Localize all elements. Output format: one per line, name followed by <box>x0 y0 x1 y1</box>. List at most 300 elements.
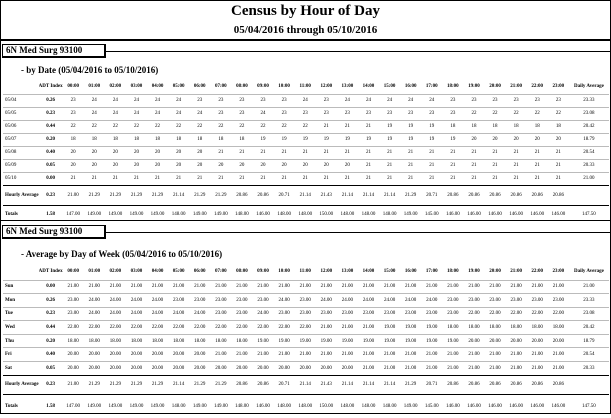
hour-cell: 20.86 <box>463 185 484 205</box>
hour-cell: 23 <box>274 107 295 120</box>
hour-cell: 24 <box>105 94 126 107</box>
hour-cell: 149.00 <box>126 394 147 418</box>
hour-cell: 18 <box>126 133 147 146</box>
hour-header: 13:00 <box>341 269 354 275</box>
hour-cell: 22.00 <box>484 307 505 321</box>
adt-index-cell: 0.05 <box>39 159 63 172</box>
hour-cell: 21 <box>421 172 442 185</box>
adt-index-header: ADT Index <box>38 83 63 89</box>
hour-cell: 146.00 <box>442 394 463 418</box>
hour-cell: 21.00 <box>63 185 84 205</box>
hour-cell: 24 <box>126 107 147 120</box>
hour-cell: 23.00 <box>63 307 84 321</box>
hour-cell: 18 <box>231 133 252 146</box>
row-label: Hourly Average <box>3 375 39 394</box>
row-label: Sat <box>3 362 39 376</box>
hour-header: 11:00 <box>299 269 311 275</box>
hour-cell: 23.00 <box>463 294 484 308</box>
adt-index-cell: 0.40 <box>39 348 63 362</box>
hour-cell: 23 <box>358 107 379 120</box>
hour-cell: 21.00 <box>506 348 527 362</box>
hour-cell: 21 <box>105 172 126 185</box>
daily-average-cell: 23.33 <box>569 94 609 107</box>
hour-cell: 147.00 <box>63 394 84 418</box>
row-label: Fri <box>3 348 39 362</box>
hour-cell: 21.00 <box>379 280 400 294</box>
hour-cell: 20 <box>147 146 168 159</box>
daily-average-cell: 23.08 <box>569 307 609 321</box>
hourly-average-row <box>3 375 609 394</box>
hour-cell: 18.00 <box>63 334 84 348</box>
hour-cell: 18.00 <box>548 321 569 335</box>
hour-cell: 20.00 <box>337 362 358 376</box>
hour-cell: 23.00 <box>442 307 463 321</box>
hour-cell: 24 <box>337 94 358 107</box>
hour-cell: 18 <box>210 133 231 146</box>
hour-cell: 23 <box>421 107 442 120</box>
hour-cell: 20.86 <box>484 375 505 394</box>
table-row <box>3 172 609 185</box>
hour-cell: 21 <box>463 146 484 159</box>
hour-cell: 20 <box>252 159 273 172</box>
hour-cell: 20.00 <box>147 348 168 362</box>
hour-cell: 21 <box>379 159 400 172</box>
hour-cell: 21 <box>527 146 548 159</box>
hour-cell: 22.00 <box>126 321 147 335</box>
hour-cell: 20 <box>506 133 527 146</box>
hour-cell: 21.00 <box>252 280 273 294</box>
hour-cell: 23 <box>463 94 484 107</box>
hour-cell: 21.00 <box>548 280 569 294</box>
hour-cell: 20 <box>147 159 168 172</box>
hour-cell: 148.00 <box>358 205 379 223</box>
hour-cell: 146.00 <box>506 394 527 418</box>
row-label: Totals <box>3 205 39 223</box>
hour-cell: 22 <box>168 120 189 133</box>
daily-average-cell: 20.54 <box>569 146 609 159</box>
hour-cell: 146.00 <box>484 394 505 418</box>
hour-header: 16:00 <box>404 83 417 89</box>
hour-cell: 21.00 <box>358 280 379 294</box>
hour-cell: 22 <box>274 120 295 133</box>
hour-header: 00:00 <box>67 269 79 275</box>
hour-cell: 20.00 <box>63 362 84 376</box>
hour-cell: 22.00 <box>168 321 189 335</box>
hour-header: 05:00 <box>172 83 185 89</box>
hour-header: 13:00 <box>341 83 354 89</box>
hour-cell: 19 <box>295 133 316 146</box>
hour-cell: 21.43 <box>316 185 337 205</box>
hour-cell: 22.00 <box>189 321 210 335</box>
hour-cell: 21.00 <box>210 280 231 294</box>
hour-cell: 21 <box>231 172 252 185</box>
hour-cell: 21 <box>379 172 400 185</box>
hour-cell: 23 <box>316 107 337 120</box>
hour-cell: 21.00 <box>548 362 569 376</box>
table-row <box>3 94 609 107</box>
hour-cell: 21 <box>358 146 379 159</box>
hour-header: 18:00 <box>447 83 459 89</box>
row-label: 05/08 <box>3 146 39 159</box>
hour-cell: 24 <box>168 107 189 120</box>
hour-cell: 150.00 <box>316 205 337 223</box>
hour-header: 07:00 <box>214 269 227 275</box>
hour-cell: 18 <box>168 133 189 146</box>
hour-cell: 21 <box>463 172 484 185</box>
section-label: - by Date (05/04/2016 to 05/10/2016) <box>21 65 159 75</box>
hour-cell: 18 <box>105 133 126 146</box>
hour-cell: 21.00 <box>421 280 442 294</box>
hour-cell: 21.00 <box>358 321 379 335</box>
hour-cell: 146.00 <box>442 205 463 223</box>
hour-cell: 24 <box>421 94 442 107</box>
adt-index-header: ADT Index <box>38 269 63 275</box>
hour-cell: 21.14 <box>295 375 316 394</box>
hour-cell: 24 <box>400 94 421 107</box>
hour-cell: 21.00 <box>63 375 84 394</box>
hour-cell: 20.00 <box>231 362 252 376</box>
hour-cell: 20 <box>295 159 316 172</box>
hour-cell: 21.29 <box>84 185 105 205</box>
hour-cell: 21.14 <box>168 375 189 394</box>
hour-cell: 21.00 <box>274 280 295 294</box>
hour-cell: 21 <box>337 120 358 133</box>
hour-cell: 21 <box>442 146 463 159</box>
hour-cell: 20.86 <box>442 185 463 205</box>
hour-cell: 24 <box>147 107 168 120</box>
hour-cell: 22.00 <box>527 307 548 321</box>
hour-header: 01:00 <box>88 83 101 89</box>
hour-cell: 20.71 <box>274 185 295 205</box>
hour-cell: 146.00 <box>506 205 527 223</box>
hour-cell: 146.00 <box>548 205 569 223</box>
hour-cell: 20 <box>105 146 126 159</box>
hour-cell: 24.00 <box>105 307 126 321</box>
hour-cell: 20 <box>189 159 210 172</box>
hour-cell: 21 <box>295 172 316 185</box>
hour-cell: 23 <box>484 94 505 107</box>
hour-cell: 20 <box>337 159 358 172</box>
hour-cell: 23.00 <box>316 307 337 321</box>
hour-cell: 148.00 <box>337 205 358 223</box>
hour-cell: 19.00 <box>379 334 400 348</box>
header-row <box>3 264 609 280</box>
daily-average-cell: 23.33 <box>569 294 609 308</box>
hour-header: 22:00 <box>531 83 544 89</box>
hour-cell: 23 <box>274 94 295 107</box>
hour-cell: 20 <box>168 159 189 172</box>
hour-cell: 23 <box>210 94 231 107</box>
hour-cell: 149.00 <box>147 394 168 418</box>
daily-average-cell: 20.42 <box>569 120 609 133</box>
hour-cell: 21 <box>274 146 295 159</box>
hour-cell: 23.00 <box>63 294 84 308</box>
hour-cell: 19 <box>379 133 400 146</box>
hour-cell: 22 <box>527 107 548 120</box>
hour-cell: 20.00 <box>189 348 210 362</box>
hour-cell: 18.00 <box>168 334 189 348</box>
hour-cell: 18.00 <box>147 334 168 348</box>
hour-cell: 24 <box>379 94 400 107</box>
hour-cell: 19.00 <box>442 334 463 348</box>
hour-cell: 23 <box>337 107 358 120</box>
hour-header: 07:00 <box>214 83 227 89</box>
hour-cell: 22 <box>84 120 105 133</box>
hour-cell: 24 <box>84 107 105 120</box>
hour-header: 09:00 <box>257 269 269 275</box>
hour-cell: 21 <box>189 172 210 185</box>
adt-index-cell: 0.26 <box>39 94 63 107</box>
hour-cell: 23 <box>295 107 316 120</box>
hour-cell: 23 <box>63 107 84 120</box>
daily-average-header: Daily Average <box>574 269 604 275</box>
hour-cell: 23.00 <box>506 294 527 308</box>
hour-cell: 18 <box>463 120 484 133</box>
hour-header: 23:00 <box>552 269 565 275</box>
hour-cell: 22 <box>231 120 252 133</box>
hour-cell: 24.00 <box>274 294 295 308</box>
hour-cell: 146.00 <box>527 205 548 223</box>
hour-cell: 148.00 <box>379 394 400 418</box>
hour-cell: 22.00 <box>210 321 231 335</box>
hour-cell: 21.00 <box>463 348 484 362</box>
hour-cell: 20.00 <box>316 362 337 376</box>
hour-cell: 20.00 <box>168 348 189 362</box>
hour-cell: 20 <box>126 159 147 172</box>
hour-cell: 24.00 <box>168 307 189 321</box>
hour-cell: 148.00 <box>295 205 316 223</box>
hour-cell: 19.00 <box>252 334 273 348</box>
hour-cell: 19 <box>316 133 337 146</box>
hour-cell: 22.00 <box>274 321 295 335</box>
hour-cell: 21.00 <box>379 362 400 376</box>
hour-cell: 18.00 <box>189 334 210 348</box>
hour-cell: 21 <box>421 146 442 159</box>
hour-cell: 20 <box>231 159 252 172</box>
hour-cell: 22 <box>252 120 273 133</box>
hour-cell: 148.00 <box>295 394 316 418</box>
hour-cell: 24.00 <box>147 294 168 308</box>
hour-cell: 23 <box>442 94 463 107</box>
unit-header: 6N Med Surg 93100 <box>2 44 106 58</box>
hour-cell: 22 <box>484 107 505 120</box>
hour-cell: 21 <box>379 146 400 159</box>
row-label: Sun <box>3 280 39 294</box>
hour-cell: 21.00 <box>484 348 505 362</box>
adt-index-cell: 1.58 <box>39 205 63 223</box>
hour-cell: 23.00 <box>210 307 231 321</box>
hour-cell: 20 <box>126 146 147 159</box>
hour-cell: 21.00 <box>506 362 527 376</box>
hour-cell: 19 <box>274 133 295 146</box>
adt-index-cell: 0.00 <box>39 280 63 294</box>
daily-average-cell: 20.42 <box>569 321 609 335</box>
hour-header: 21:00 <box>510 83 522 89</box>
hour-cell: 148.00 <box>358 394 379 418</box>
hour-cell: 23.00 <box>442 294 463 308</box>
table-row <box>3 294 609 308</box>
hour-cell: 149.00 <box>189 205 210 223</box>
daily-average-cell: 21.00 <box>569 280 609 294</box>
hour-cell: 21.29 <box>189 185 210 205</box>
hour-cell: 149.00 <box>84 205 105 223</box>
hour-cell: 21.00 <box>400 362 421 376</box>
hour-cell: 22.00 <box>84 321 105 335</box>
hour-cell: 20.71 <box>274 375 295 394</box>
hour-cell: 21 <box>252 146 273 159</box>
hour-cell: 23 <box>210 107 231 120</box>
hour-cell: 19 <box>252 133 273 146</box>
hour-header: 15:00 <box>383 269 396 275</box>
hour-cell: 20.86 <box>231 375 252 394</box>
hour-cell: 23.00 <box>379 307 400 321</box>
hour-cell: 24.00 <box>316 294 337 308</box>
daily-average-cell: 20.33 <box>569 362 609 376</box>
hour-cell: 149.00 <box>210 394 231 418</box>
hour-cell: 21.00 <box>379 348 400 362</box>
hour-cell: 19.00 <box>316 334 337 348</box>
hour-cell: 21.29 <box>105 185 126 205</box>
adt-index-cell: 0.05 <box>39 362 63 376</box>
hour-cell: 23 <box>442 107 463 120</box>
hour-cell: 22 <box>506 107 527 120</box>
hour-cell: 21.14 <box>168 185 189 205</box>
hour-cell: 24.00 <box>126 307 147 321</box>
row-label: 05/07 <box>3 133 39 146</box>
hour-cell: 21.43 <box>316 375 337 394</box>
hour-header: 15:00 <box>383 83 396 89</box>
hour-cell: 21.00 <box>189 280 210 294</box>
hour-cell: 21.00 <box>105 280 126 294</box>
hour-cell: 147.00 <box>63 205 84 223</box>
hour-cell: 21.00 <box>84 280 105 294</box>
hour-cell: 24.00 <box>84 294 105 308</box>
hour-cell: 21.00 <box>484 280 505 294</box>
header-row <box>3 79 609 94</box>
hour-cell: 21 <box>506 172 527 185</box>
hour-cell: 21.00 <box>316 280 337 294</box>
census-by-date-table <box>3 79 609 223</box>
hour-cell: 21 <box>442 172 463 185</box>
hour-cell: 21.29 <box>189 375 210 394</box>
table-row <box>3 159 609 172</box>
hour-cell: 21 <box>274 172 295 185</box>
hour-cell: 146.00 <box>463 394 484 418</box>
row-label: Tue <box>3 307 39 321</box>
daily-average-cell: 21.00 <box>569 172 609 185</box>
hour-cell: 22 <box>548 107 569 120</box>
daily-average-cell: 147.50 <box>569 394 609 418</box>
hour-cell: 21.29 <box>210 185 231 205</box>
hour-cell: 146.00 <box>252 394 273 418</box>
hour-cell: 24.00 <box>189 307 210 321</box>
hour-header: 17:00 <box>425 269 438 275</box>
hour-cell: 21.00 <box>527 280 548 294</box>
hour-cell: 23 <box>400 107 421 120</box>
hour-cell: 23.00 <box>210 294 231 308</box>
hour-cell: 18 <box>84 133 105 146</box>
hour-cell: 21 <box>484 172 505 185</box>
hour-cell: 21 <box>548 146 569 159</box>
daily-average-cell: 147.50 <box>569 205 609 223</box>
hour-cell: 20 <box>63 159 84 172</box>
hour-cell: 21 <box>210 146 231 159</box>
hour-cell: 24.00 <box>126 294 147 308</box>
hour-cell: 23 <box>527 94 548 107</box>
hour-cell: 20 <box>105 159 126 172</box>
table-row <box>3 321 609 335</box>
row-label: 05/09 <box>3 159 39 172</box>
hour-cell: 19.00 <box>421 334 442 348</box>
hour-cell: 20.00 <box>463 334 484 348</box>
hour-header: 09:00 <box>257 83 269 89</box>
hour-cell: 146.00 <box>252 205 273 223</box>
hour-cell: 20.86 <box>231 185 252 205</box>
daily-average-cell: 20.33 <box>569 159 609 172</box>
hour-cell: 24 <box>84 94 105 107</box>
hour-cell: 20.00 <box>506 334 527 348</box>
hour-cell: 21.29 <box>210 375 231 394</box>
hour-header: 00:00 <box>67 83 79 89</box>
hour-cell: 19 <box>421 120 442 133</box>
adt-index-cell: 0.44 <box>39 120 63 133</box>
hour-cell: 21.14 <box>358 185 379 205</box>
header-rule <box>1 39 610 41</box>
hour-cell: 23 <box>548 94 569 107</box>
hour-cell: 20.00 <box>126 362 147 376</box>
hour-cell: 21.00 <box>210 348 231 362</box>
hour-cell: 21.00 <box>506 280 527 294</box>
row-label-header <box>3 79 39 94</box>
row-label: 05/10 <box>3 172 39 185</box>
hour-cell: 149.00 <box>105 205 126 223</box>
hour-cell: 21.00 <box>527 362 548 376</box>
hour-cell: 21.00 <box>400 280 421 294</box>
hour-cell: 21.29 <box>126 375 147 394</box>
row-label: 05/05 <box>3 107 39 120</box>
hour-cell: 21.00 <box>463 280 484 294</box>
hour-cell: 23.00 <box>421 307 442 321</box>
daily-average-cell: 23.08 <box>569 107 609 120</box>
hour-cell: 18 <box>548 120 569 133</box>
hour-cell: 22.00 <box>147 321 168 335</box>
hour-header: 21:00 <box>510 269 522 275</box>
hour-cell: 20.71 <box>421 185 442 205</box>
hour-cell: 20 <box>316 159 337 172</box>
hour-cell: 20.86 <box>548 185 569 205</box>
hour-cell: 20.86 <box>484 185 505 205</box>
hour-cell: 21.00 <box>400 348 421 362</box>
hour-cell: 146.00 <box>548 394 569 418</box>
hour-header: 06:00 <box>193 83 206 89</box>
hour-cell: 21.29 <box>105 375 126 394</box>
hour-cell: 20.00 <box>168 362 189 376</box>
hour-cell: 23.00 <box>484 294 505 308</box>
hour-cell: 21 <box>295 146 316 159</box>
hour-cell: 21.00 <box>274 348 295 362</box>
hour-cell: 18.00 <box>506 321 527 335</box>
hour-cell: 18 <box>147 133 168 146</box>
hour-cell: 21 <box>463 159 484 172</box>
hour-header: 06:00 <box>193 269 206 275</box>
hour-cell: 24 <box>252 107 273 120</box>
hour-cell: 20.00 <box>527 334 548 348</box>
hour-cell: 148.00 <box>231 205 252 223</box>
hour-cell: 21 <box>316 146 337 159</box>
hour-cell: 19.00 <box>421 321 442 335</box>
adt-index-cell: 0.44 <box>39 321 63 335</box>
row-label: Wed <box>3 321 39 335</box>
